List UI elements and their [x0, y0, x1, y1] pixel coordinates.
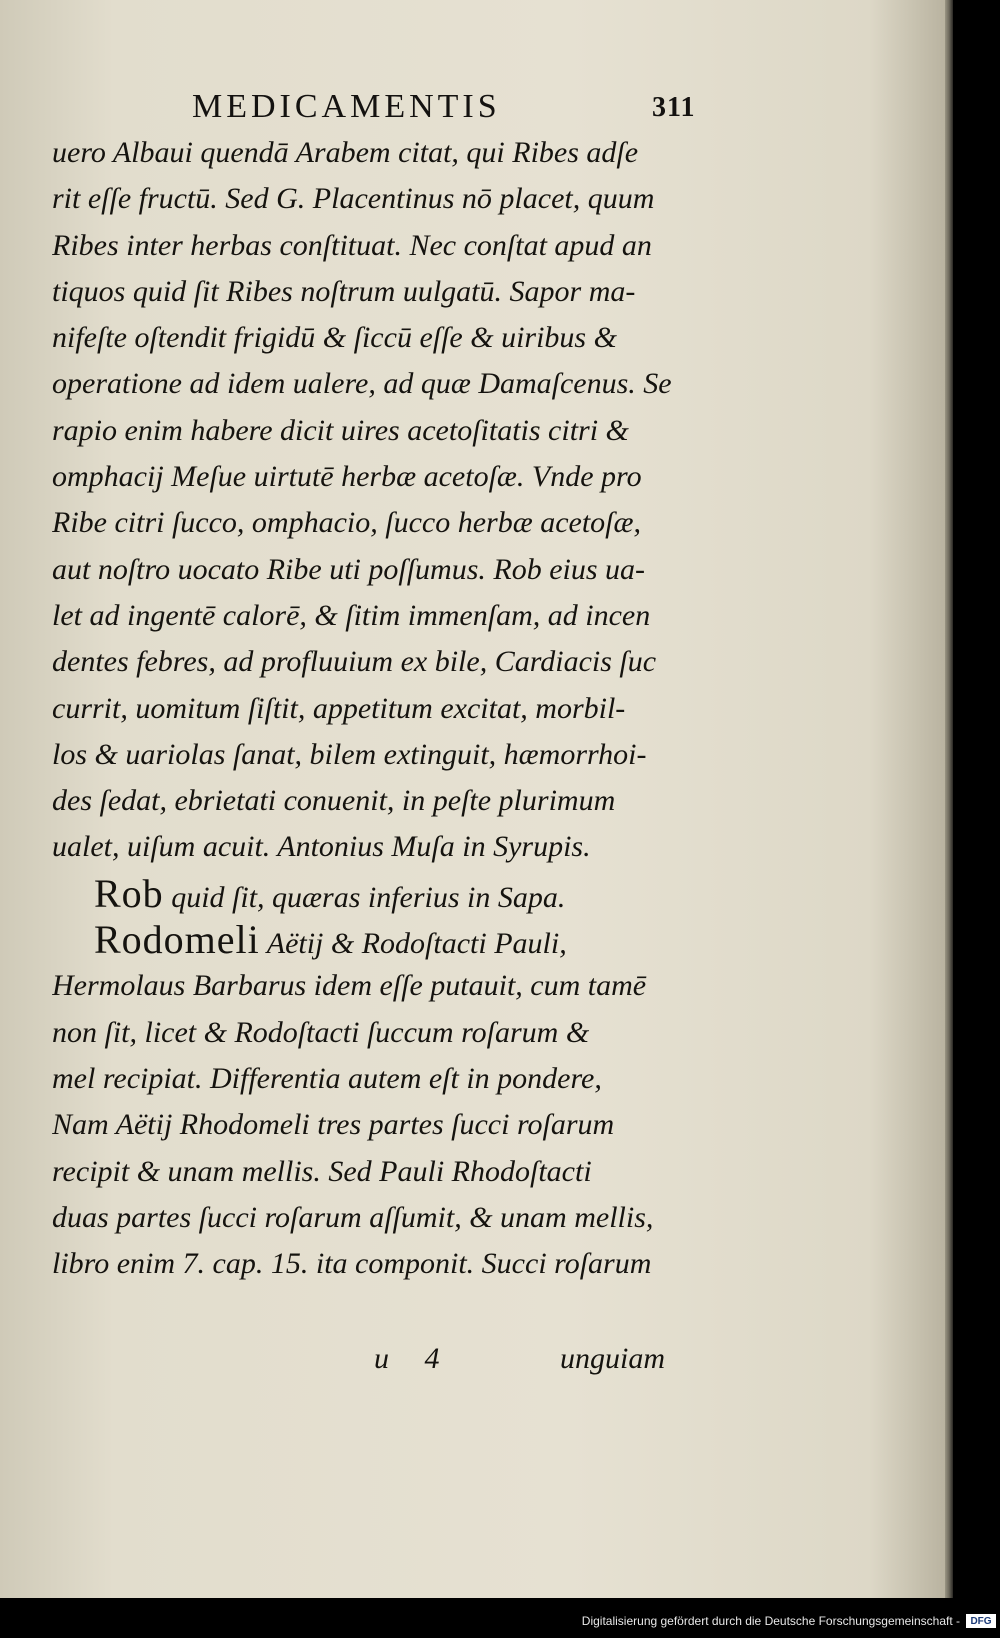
text-line: Ribes inter herbas conſtituat. Nec conſtat apud an	[52, 228, 652, 262]
page-header	[192, 88, 712, 132]
entry-rob	[52, 871, 712, 917]
text-line: Nam Aëtij Rhodomeli tres partes ſucci roſarum	[52, 1108, 615, 1142]
entry-heading-rob: Rob	[94, 870, 164, 916]
digitization-credit	[582, 1606, 996, 1636]
entry-heading-rodomeli: Rodomeli	[94, 917, 260, 963]
text-line: nifeſte oſtendit frigidū & ſiccū eſſe & uiribus &	[52, 321, 617, 355]
text-line: currit, uomitum ſiſtit, appetitum excitat, morbil-	[52, 691, 626, 725]
entry-rodomeli	[52, 917, 712, 963]
text-line: tiquos quid ſit Ribes noſtrum uulgatū. Sapor ma-	[52, 274, 636, 308]
entry-text-rodomeli: Aëtij & Rodoſtacti Pauli,	[259, 927, 567, 961]
page-footer	[52, 1342, 712, 1386]
text-line: recipit & unam mellis. Sed Pauli Rhodoſtacti	[52, 1154, 592, 1188]
text-line: libro enim 7. cap. 15. ita componit. Succi roſarum	[52, 1247, 652, 1281]
dfg-logo-icon: DFG	[966, 1614, 996, 1628]
text-line: duas partes ſucci roſarum aſſumit, & unam mellis,	[52, 1200, 654, 1234]
body-text	[52, 130, 712, 1287]
folio-number: 311	[652, 92, 696, 123]
text-line: uero Albaui quendā Arabem citat, qui Ribes adſe	[52, 136, 639, 169]
text-line: Ribe citri ſucco, omphacio, ſucco herbæ acetoſæ,	[52, 506, 642, 540]
text-line: Hermolaus Barbarus idem eſſe putauit, cum tamē	[52, 969, 647, 1003]
text-line: operatione ad idem ualere, ad quæ Damaſcenus. Se	[52, 367, 672, 401]
text-line: let ad ingentē calorē, & ſitim immenſam, ad incen	[52, 598, 651, 632]
signature-mark: u 4	[374, 1342, 454, 1375]
text-line: omphacij Meſue uirtutē herbæ acetoſæ. Vnde pro	[52, 460, 642, 494]
credit-text: Digitalisierung gefördert durch die Deutsche Forschungsgemeinschaft -	[581, 1614, 960, 1628]
catchword: unguiam	[560, 1342, 665, 1375]
text-line: rapio enim habere dicit uires acetoſitatis citri &	[52, 413, 629, 447]
text-line: los & uariolas ſanat, bilem extinguit, hæmorrhoi-	[52, 737, 647, 771]
text-line: des ſedat, ebrietati conuenit, in peſte plurimum	[52, 784, 616, 818]
text-line: dentes febres, ad profluuium ex bile, Cardiacis ſuc	[52, 645, 657, 679]
running-head: MEDICAMENTIS	[192, 88, 501, 125]
entry-text-rob: quid ſit, quæras inferius in Sapa.	[163, 880, 566, 914]
text-line: aut noſtro uocato Ribe uti poſſumus. Rob eius ua-	[52, 552, 646, 586]
text-line: rit eſſe fructū. Sed G. Placentinus nō placet, quum	[52, 182, 655, 216]
text-line: non ſit, licet & Rodoſtacti ſuccum roſarum &	[52, 1015, 590, 1049]
page-edge-shadow	[945, 0, 953, 1598]
text-line: mel recipiat. Differentia autem eſt in pondere,	[52, 1061, 602, 1095]
text-line: ualet, uiſum acuit. Antonius Muſa in Syrupis.	[52, 830, 591, 864]
